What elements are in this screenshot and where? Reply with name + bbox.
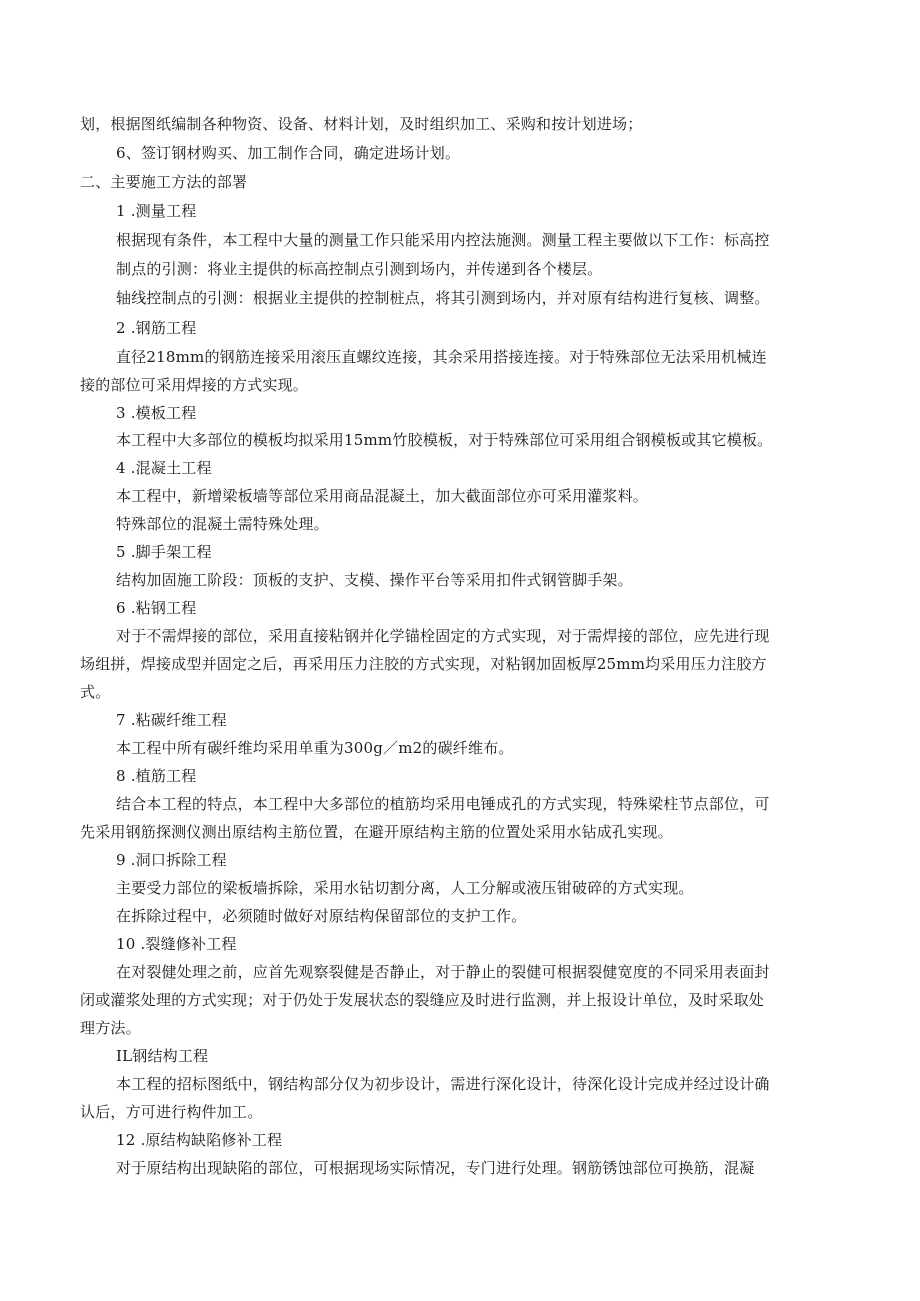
subsection-heading: 7 .粘碳纤维工程 bbox=[116, 711, 227, 729]
text-line: 式。 bbox=[80, 683, 111, 701]
text-line: 闭或灌浆处理的方式实现；对于仍处于发展状态的裂缝应及时进行监测，并上报设计单位，及时采取处 bbox=[80, 991, 765, 1009]
text-line: 本工程中所有碳纤维均采用单重为300g／m2的碳纤维布。 bbox=[116, 739, 514, 757]
text-line: 场组拼，焊接成型并固定之后，再采用压力注胶的方式实现，对粘钢加固板厚25mm均采用压力注胶方 bbox=[80, 655, 767, 673]
subsection-heading: 5 .脚手架工程 bbox=[116, 543, 212, 561]
text-line: 制点的引测：将业主提供的标高控制点引测到场内，并传递到各个楼层。 bbox=[116, 260, 603, 278]
subsection-heading: 2 .钢筋工程 bbox=[116, 319, 197, 337]
subsection-heading: 8 .植筋工程 bbox=[116, 767, 197, 785]
text-line: 结构加固施工阶段：顶板的支护、支模、操作平台等采用扣件式钢管脚手架。 bbox=[116, 571, 633, 589]
text-line: 本工程中，新增梁板墙等部位采用商品混凝土，加大截面部位亦可采用灌浆料。 bbox=[116, 487, 649, 505]
text-line: 本工程的招标图纸中，钢结构部分仅为初步设计，需进行深化设计，待深化设计完成并经过设计确 bbox=[116, 1075, 770, 1093]
text-line: 在对裂健处理之前，应首先观察裂健是否静止，对于静止的裂健可根据裂健宽度的不同采用表面封 bbox=[116, 963, 770, 981]
text-line: 特殊部位的混凝土需特殊处理。 bbox=[116, 515, 329, 533]
text-line: 理方法。 bbox=[80, 1019, 141, 1037]
subsection-heading: IL钢结构工程 bbox=[116, 1047, 209, 1065]
text-line: 直径218mm的钢筋连接采用滚压直螺纹连接，其余采用搭接连接。对于特殊部位无法采用机械连 bbox=[116, 348, 767, 366]
text-line: 接的部位可采用焊接的方式实现。 bbox=[80, 376, 309, 394]
text-line: 结合本工程的特点，本工程中大多部位的植筋均采用电锤成孔的方式实现，特殊梁柱节点部位，可 bbox=[116, 795, 770, 813]
subsection-heading: 4 .混凝土工程 bbox=[116, 459, 212, 477]
subsection-heading: 12 .原结构缺陷修补工程 bbox=[116, 1131, 283, 1149]
subsection-heading: 10 .裂缝修补工程 bbox=[116, 935, 237, 953]
text-line: 6、签订钢材购买、加工制作合同，确定进场计划。 bbox=[116, 144, 461, 162]
text-line: 对于不需焊接的部位，采用直接粘钢并化学锚栓固定的方式实现，对于需焊接的部位，应先进行现 bbox=[116, 627, 770, 645]
text-line: 在拆除过程中，必须随时做好对原结构保留部位的支护工作。 bbox=[116, 907, 527, 925]
text-line: 先采用钢筋探测仪测出原结构主筋位置，在避开原结构主筋的位置处采用水钻成孔实现。 bbox=[80, 823, 673, 841]
subsection-heading: 6 .粘钢工程 bbox=[116, 599, 197, 617]
text-line: 根据现有条件，本工程中大量的测量工作只能采用内控法施测。测量工程主要做以下工作：标高控 bbox=[116, 231, 770, 249]
section-heading: 二、主要施工方法的部署 bbox=[80, 173, 248, 191]
text-line: 主要受力部位的梁板墙拆除，采用水钻切割分离，人工分解或液压钳破碎的方式实现。 bbox=[116, 879, 694, 897]
text-line: 对于原结构出现缺陷的部位，可根据现场实际情况，专门进行处理。钢筋锈蚀部位可换筋，混凝 bbox=[116, 1159, 755, 1177]
text-line: 划，根据图纸编制各种物资、设备、材料计划，及时组织加工、采购和按计划进场； bbox=[80, 115, 643, 133]
subsection-heading: 3 .模板工程 bbox=[116, 404, 197, 422]
subsection-heading: 1 .测量工程 bbox=[116, 202, 197, 220]
text-line: 本工程中大多部位的模板均拟采用15mm竹胶模板，对于特殊部位可采用组合钢模板或其它模板。 bbox=[116, 431, 773, 449]
text-line: 认后，方可进行构件加工。 bbox=[80, 1103, 263, 1121]
subsection-heading: 9 .洞口拆除工程 bbox=[116, 851, 227, 869]
text-line: 轴线控制点的引测：根据业主提供的控制桩点，将其引测到场内，并对原有结构进行复核、调整。 bbox=[116, 289, 770, 307]
